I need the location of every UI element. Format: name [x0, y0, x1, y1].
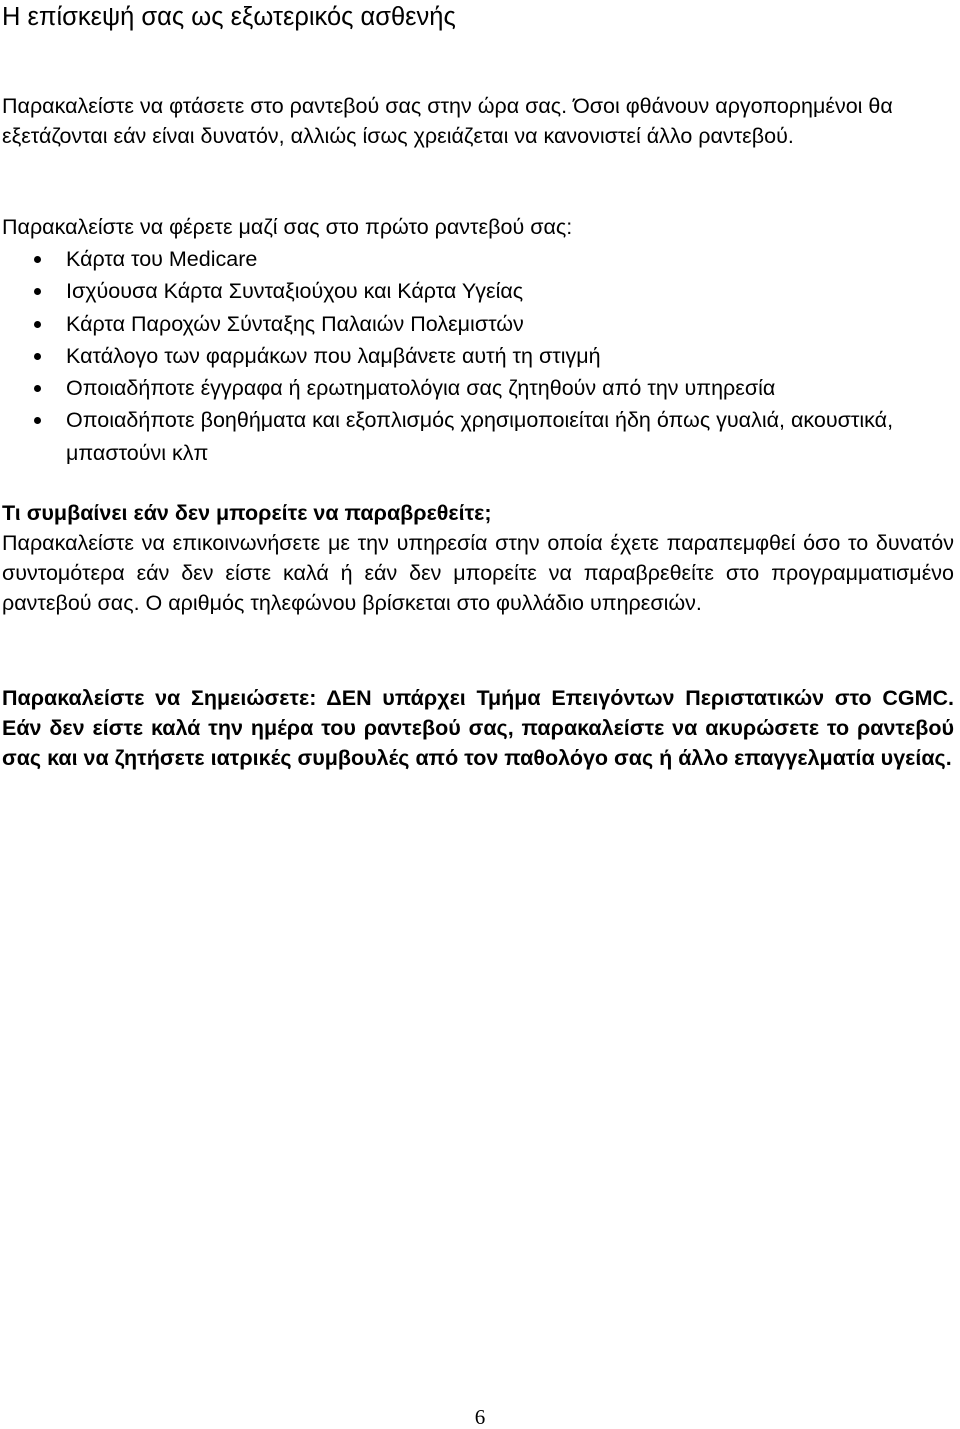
- bullet-icon: [34, 288, 41, 295]
- list-item: [0, 404, 954, 469]
- list-item: [0, 308, 954, 340]
- bullet-icon: [34, 417, 41, 424]
- arrival-paragraph: Παρακαλείστε να φτάσετε στο ραντεβού σας στην ώρα σας. Όσοι φθάνουν αργοπορημένοι θα εξετάζονται εάν είναι δυνατόν, αλλιώς ίσως χρειάζεται να κανονιστεί άλλο ραντεβού.: [2, 94, 893, 148]
- bring-heading: Παρακαλείστε να φέρετε μαζί σας στο πρώτο ραντεβού σας:: [2, 215, 573, 239]
- list-item-text: Οποιαδήποτε βοηθήματα και εξοπλισμός χρησιμοποιείται ήδη όπως γυαλιά, ακουστικά, μπαστούνι κλπ: [66, 408, 894, 465]
- list-item-text: Κάρτα του Medicare: [66, 247, 258, 271]
- list-item-text: Ισχύουσα Κάρτα Συνταξιούχου και Κάρτα Υγείας: [66, 279, 524, 304]
- list-item: [0, 275, 954, 307]
- bullet-icon: [34, 321, 41, 328]
- note-paragraph: Παρακαλείστε να Σημειώσετε: ΔΕΝ υπάρχει Τμήμα Επειγόντων Περιστατικών στο CGMC. Εάν δεν είστε καλά την ημέρα του ραντεβού σας, παρακαλείστε να ακυρώσετε το ραντεβού σας και να ζητήσετε ιατρικές συμβουλές από τον παθολόγο σας ή άλλο επαγγελματία υγείας.: [2, 686, 954, 770]
- list-item: [0, 340, 954, 372]
- list-item-text: Κατάλογο των φαρμάκων που λαμβάνετε αυτή τη στιγμή: [66, 343, 601, 368]
- cannot-attend-heading: Τι συμβαίνει εάν δεν μπορείτε να παραβρεθείτε;: [2, 501, 492, 525]
- cannot-attend-paragraph: Παρακαλείστε να επικοινωνήσετε με την υπηρεσία στην οποία έχετε παραπεμφθεί όσο το δυνατόν συντομότερα εάν δεν είστε καλά ή εάν δεν μπορείτε να παραβρεθείτε στο προγραμματισμένο ραντεβού σας. Ο αριθμός τηλεφώνου βρίσκεται στο φυλλάδιο υπηρεσιών.: [2, 531, 954, 615]
- bullet-icon: [34, 385, 41, 392]
- bring-list: [0, 243, 960, 469]
- list-item-text: Οποιαδήποτε έγγραφα ή ερωτηματολόγια σας ζητηθούν από την υπηρεσία: [66, 376, 776, 401]
- bullet-icon: [34, 353, 41, 360]
- bullet-icon: [34, 256, 41, 263]
- page-title: Η επίσκεψή σας ως εξωτερικός ασθενής: [2, 3, 456, 31]
- list-item: [0, 243, 954, 275]
- page-number: 6: [474, 1405, 486, 1429]
- list-item-text: Κάρτα Παροχών Σύνταξης Παλαιών Πολεμιστών: [66, 311, 524, 336]
- list-item: [0, 372, 954, 404]
